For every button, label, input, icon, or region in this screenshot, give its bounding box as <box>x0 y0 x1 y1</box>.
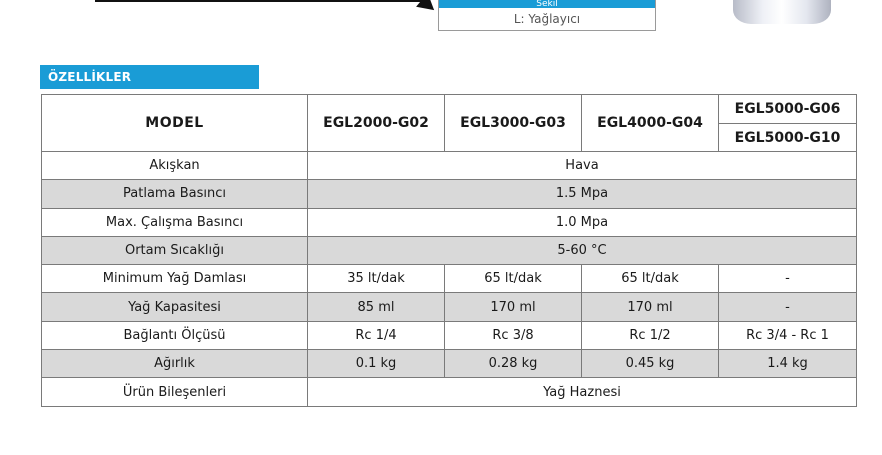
legend-item: L: Yağlayıcı <box>513 12 581 26</box>
row-label: Akışkan <box>42 152 308 180</box>
table-row <box>42 321 857 349</box>
model-header-cell: EGL5000-G06 <box>719 95 857 124</box>
value-cell: - <box>719 265 857 293</box>
value-cell: 170 ml <box>582 293 719 321</box>
merged-value-cell: Hava <box>308 152 857 180</box>
merged-value-cell: 5-60 °C <box>308 236 857 264</box>
value-cell: Rc 3/4 - Rc 1 <box>719 321 857 349</box>
value-cell: Rc 1/4 <box>308 321 445 349</box>
value-cell: 35 lt/dak <box>308 265 445 293</box>
value-cell: - <box>719 293 857 321</box>
value-cell: 85 ml <box>308 293 445 321</box>
table-row <box>42 208 857 236</box>
value-cell: Rc 1/2 <box>582 321 719 349</box>
legend-header: Sekil <box>439 0 655 8</box>
section-title: ÖZELLİKLER <box>40 65 259 89</box>
row-label: Bağlantı Ölçüsü <box>42 321 308 349</box>
table-row <box>42 350 857 378</box>
row-label: Ağırlık <box>42 350 308 378</box>
table-row <box>42 293 857 321</box>
diagram-arrowhead <box>416 0 440 17</box>
product-image <box>733 0 831 24</box>
value-cell: 0.45 kg <box>582 350 719 378</box>
model-header-cell: EGL4000-G04 <box>582 95 719 152</box>
value-cell: 170 ml <box>445 293 582 321</box>
value-cell: 65 lt/dak <box>582 265 719 293</box>
value-cell: Rc 3/8 <box>445 321 582 349</box>
table-row <box>42 265 857 293</box>
table-row <box>42 236 857 264</box>
value-cell: 0.28 kg <box>445 350 582 378</box>
table-row <box>42 152 857 180</box>
value-cell: 65 lt/dak <box>445 265 582 293</box>
row-label: Minimum Yağ Damlası <box>42 265 308 293</box>
merged-value-cell: 1.5 Mpa <box>308 180 857 208</box>
spec-table <box>41 94 857 407</box>
model-header-cell: EGL3000-G03 <box>445 95 582 152</box>
table-header-row <box>42 95 857 124</box>
model-header: MODEL <box>42 95 308 152</box>
row-label: Ürün Bileşenleri <box>42 378 308 406</box>
value-cell: 1.4 kg <box>719 350 857 378</box>
row-label: Ortam Sıcaklığı <box>42 236 308 264</box>
row-label: Patlama Basıncı <box>42 180 308 208</box>
row-label: Max. Çalışma Basıncı <box>42 208 308 236</box>
merged-value-cell: Yağ Haznesi <box>308 378 857 406</box>
table-row <box>42 180 857 208</box>
model-header-cell: EGL2000-G02 <box>308 95 445 152</box>
model-header-cell: EGL5000-G10 <box>719 124 857 152</box>
diagram-legend <box>438 0 656 31</box>
diagram-leader-line <box>95 0 425 2</box>
value-cell: 0.1 kg <box>308 350 445 378</box>
row-label: Yağ Kapasitesi <box>42 293 308 321</box>
table-row <box>42 378 857 406</box>
merged-value-cell: 1.0 Mpa <box>308 208 857 236</box>
